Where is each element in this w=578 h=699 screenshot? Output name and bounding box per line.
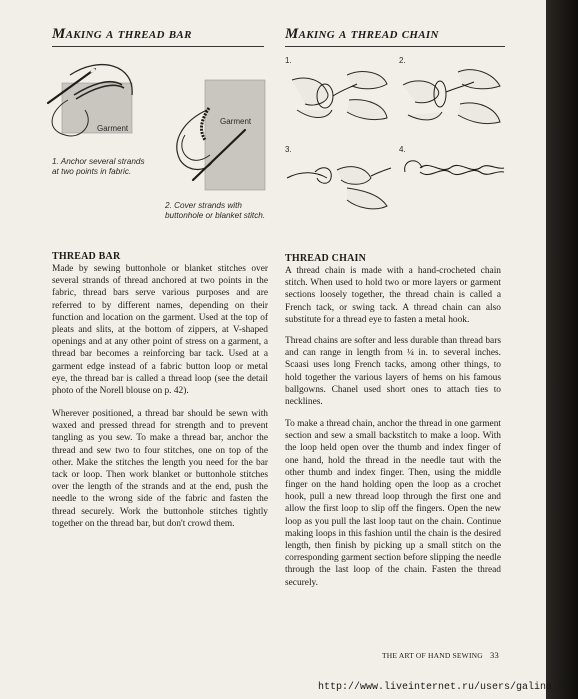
thread-chain-illustration-2 [400, 60, 505, 140]
thread-chain-paragraph-1: A thread chain is made with a hand-crocheted chain stitch. When used to hold two or more layers or garment sections loosely together, the thread chain is called a French tack, or swing tack. A thread chain can also substitute for a thread eye to fasten a metal hook. [285, 266, 501, 325]
chain-figure-number-1: 1. [285, 56, 292, 65]
thread-chain-illustration-3 [287, 150, 392, 220]
chain-figure-number-3: 3. [285, 145, 292, 154]
garment-label-1: Garment [97, 124, 129, 133]
thread-bar-illustration-2 [165, 80, 265, 190]
chain-figure-number-4: 4. [399, 145, 406, 154]
caption-figure-1: 1. Anchor several strands at two points in fabric. [52, 157, 145, 176]
heading-rule-left [52, 46, 264, 47]
thread-bar-illustration-1 [40, 55, 150, 150]
thread-bar-paragraph-2: Wherever positioned, a thread bar should be sewn with waxed and pressed thread for strength and to prevent tangling as you sew. To make a thread bar, anchor the thread and sew two to four stitches, one on top of the other. Make the stitches the length you need for the bar tack or loop. Then work blanket or buttonhole stitches over the length of the strands and at the end, push the needle to the wrong side of the fabric and fasten the thread securely. Work the buttonhole stitches tightly together on the thread bar, but don't crowd them. [52, 409, 268, 529]
thread-bar-paragraph-1: Made by sewing buttonhole or blanket stitches over several strands of thread anchored at two points in the fabric, thread bars serve various purposes and are referred to by different names, depending on their function and location on the garment. Used at the top of pleats and slits, at the bottom of zippers, at V-shaped openings and at any other point of stress on a garment, a thread bar becomes a reinforcing bar tack. Used at a garment edge instead of a fabric button loop or metal eye, the thread bar is called a thread loop (see the detail photo of the Norell blouse on p. 42). [52, 264, 268, 397]
thread-chain-illustration-4 [400, 150, 505, 210]
section-title-thread-bar: THREAD BAR [52, 251, 121, 262]
thread-chain-paragraph-2: Thread chains are softer and less durable than thread bars and can range in length from ¼ in. to several inches. Scaasi uses long French tacks, among other things, to hold together the various layers of hems on his famous ballgowns. Chanel used short ones to attach ties to necklines. [285, 336, 501, 408]
thread-chain-paragraph-3: To make a thread chain, anchor the thread in one garment section and sew a small backstitch to make a loop. With the loop held open over the thumb and index finger of one hand, hold the thread in the needle taut with the other thumb and index finger. Then, using the middle finger on the hand holding open the loop as a crochet hook, pull a new thread loop through the first one and allow the first loop to slip off the fingers. Open the new loop as you pull the last loop taut on the chain. Continue making loops in this fashion until the chain is the desired length, then finish by picking up a small stitch on the corresponding garment section before slipping the needle through the last loop of the chain. Fasten the thread securely. [285, 419, 501, 588]
heading-making-thread-chain: Making a thread chain [285, 26, 439, 42]
source-watermark: http://www.liveinternet.ru/users/galina_r/ [318, 682, 571, 693]
book-spine-edge [546, 0, 578, 699]
page-number: 33 [490, 650, 499, 660]
thread-chain-illustration-1 [287, 60, 392, 140]
section-title-thread-chain: THREAD CHAIN [285, 253, 367, 264]
heading-making-thread-bar: Making a thread bar [52, 26, 192, 42]
running-title: THE ART OF HAND SEWING [382, 651, 483, 660]
caption-figure-2: 2. Cover strands with buttonhole or blanket stitch. [165, 201, 266, 220]
heading-rule-right [285, 46, 505, 47]
garment-label-2: Garment [220, 117, 252, 126]
chain-figure-number-2: 2. [399, 56, 406, 65]
